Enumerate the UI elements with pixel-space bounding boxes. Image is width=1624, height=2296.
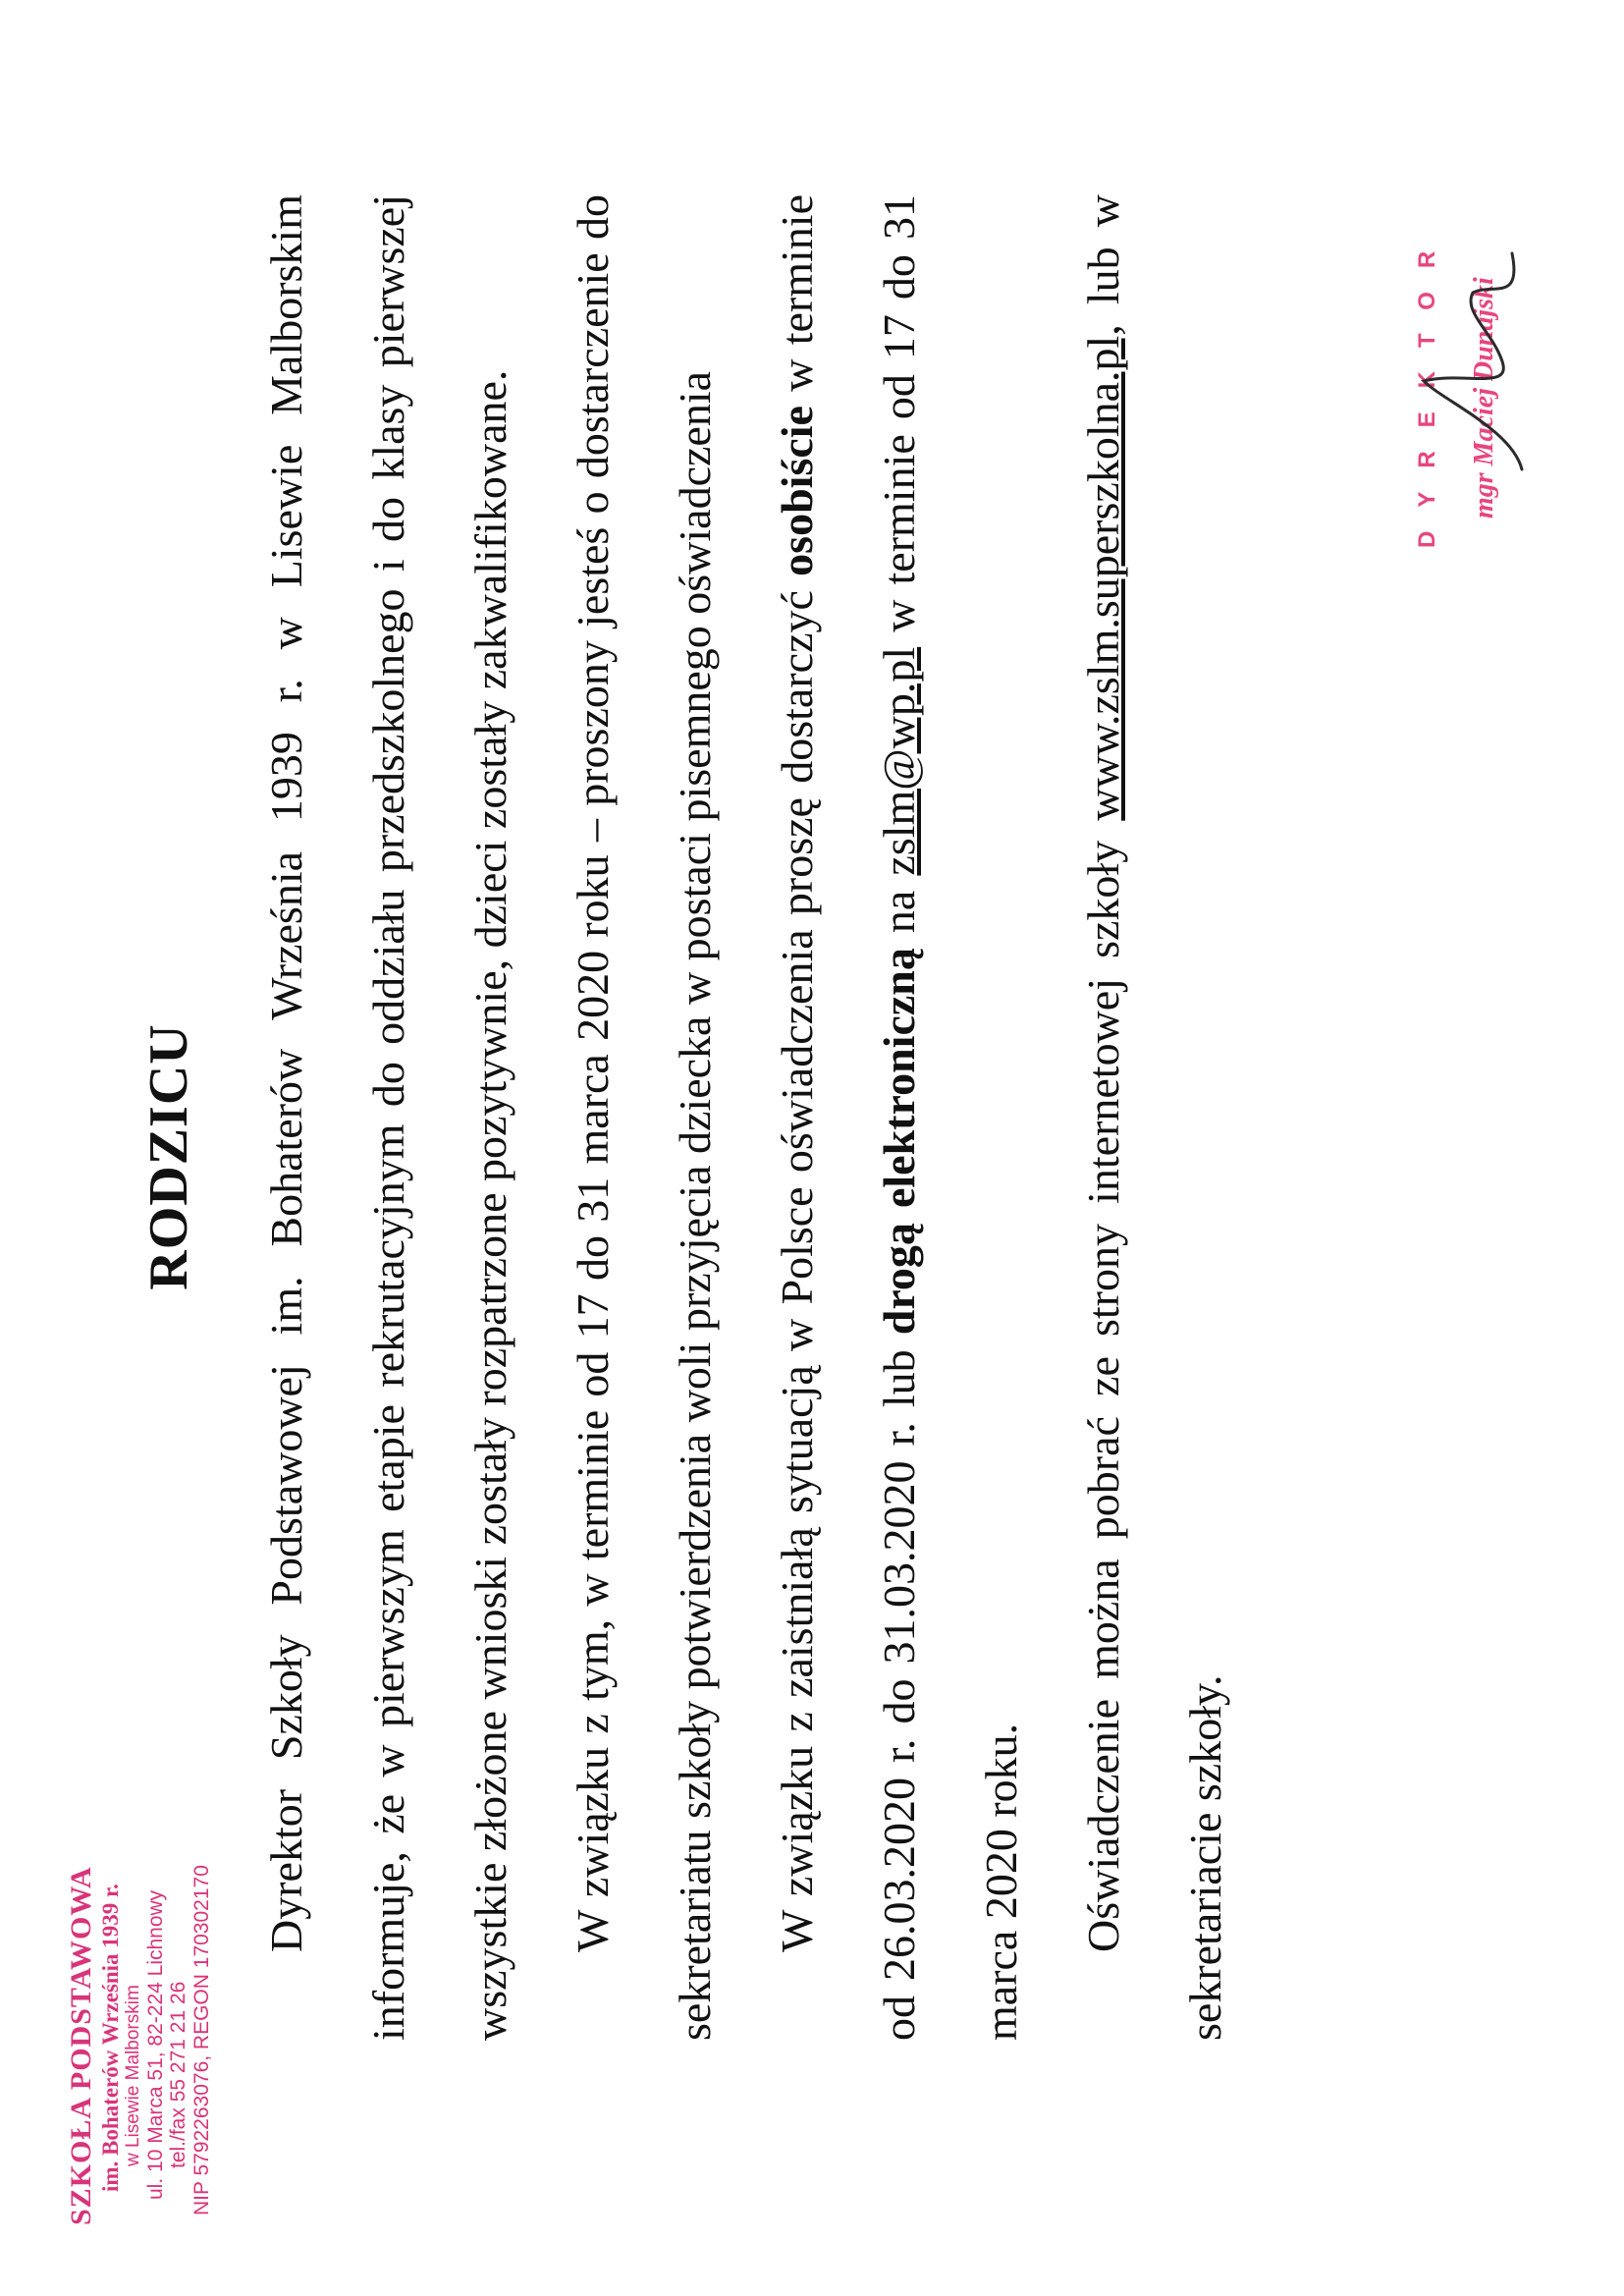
stamp-line-school: SZKOŁA PODSTAWOWA <box>65 1866 97 2225</box>
delivery-text-3: na <box>874 875 924 949</box>
letter-body <box>236 194 1257 2041</box>
letter-title: RODZICU <box>138 1023 199 1290</box>
signature-name: mgr Maciej Dunajski <box>1469 277 1499 519</box>
stamp-line-address: ul. 10 Marca 51, 82-224 Lichnowy <box>143 1889 167 2200</box>
school-website-link[interactable]: www.zslm.superszkolna.pl, <box>1078 324 1128 821</box>
stamp-line-phone: tel./fax 55 271 21 26 <box>167 1981 190 2168</box>
handwritten-signature-icon <box>1404 234 1551 489</box>
download-text-1: Oświadczenie można pobrać ze strony internetowej szkoły <box>1078 820 1128 1952</box>
paragraph-announcement: Dyrektor Szkoły Podstawowej im. Bohaterów Września 1939 r. w Lisewie Malborskim informuje, że w pierwszym etapie rekrutacyjnym do oddziału przedszkolnego i do klasy pierwszej wszystkie złożone wnioski zostały rozpatrzone pozytywnie, dzieci zostały zakwalifikowane. <box>261 194 515 2041</box>
school-email-link[interactable]: zslm@wp.pl <box>874 646 924 876</box>
paragraph-delivery <box>746 194 1053 2041</box>
stamp-line-patron: im. Bohaterów Września 1939 r. <box>97 1884 123 2192</box>
delivery-text-4: w terminie od 17 do 31 marca 2020 roku. <box>874 194 1026 2041</box>
paragraph-deadline: W związku z tym, w terminie od 17 do 31 marca 2020 roku – proszony jesteś o dostarczenie do sekretariatu szkoły potwierdzenia woli przyjęcia dziecka w postaci pisemnego oświadczenia <box>568 194 720 2041</box>
delivery-text-2: w terminie od 26.03.2020 r. do 31.03.2020 r. lub <box>772 193 924 2041</box>
signature-title: DYREKTOR <box>1414 227 1440 548</box>
paragraph-download <box>1053 194 1257 2041</box>
download-text-2: lub w sekretariacie szkoły. <box>1078 194 1230 2041</box>
delivery-electronic: drogą elektroniczną <box>874 948 924 1336</box>
stamp-line-nip-regon: NIP 5792263076, REGON 170302170 <box>189 1865 213 2215</box>
director-signature-stamp <box>1404 175 1561 548</box>
school-stamp <box>65 1813 213 2225</box>
delivery-in-person: osobiście <box>772 406 822 576</box>
stamp-line-town: w Lisewie Malborskim <box>123 1985 144 2166</box>
delivery-text-1: W związku z zaistniałą sytuacją w Polsce oświadczenia proszę dostarczyć <box>772 575 822 1952</box>
